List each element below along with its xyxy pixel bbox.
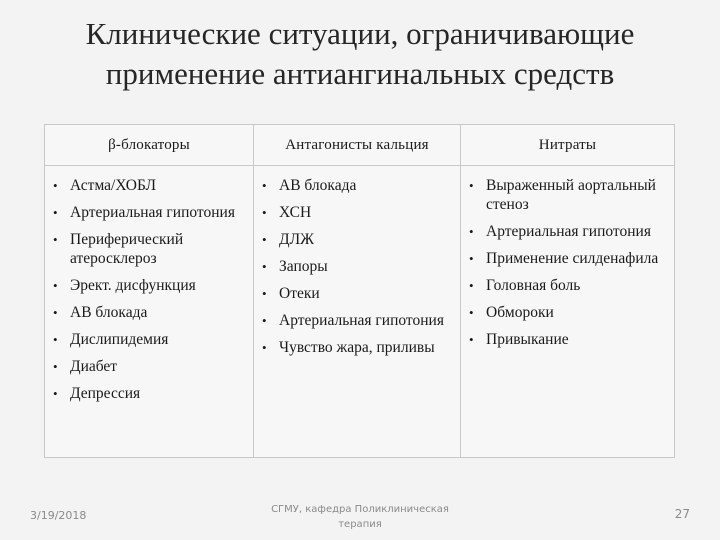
header-beta-blockers: β-блокаторы bbox=[45, 125, 254, 166]
bullet-icon: • bbox=[262, 313, 267, 328]
header-nitrates: Нитраты bbox=[461, 125, 675, 166]
bullet-icon: • bbox=[262, 205, 267, 220]
bullet-icon: • bbox=[469, 278, 474, 293]
list-item-text: Чувство жара, приливы bbox=[279, 339, 435, 356]
bullet-icon: • bbox=[469, 305, 474, 320]
slide-title bbox=[30, 14, 690, 94]
bullet-icon: • bbox=[262, 178, 267, 193]
list-item bbox=[262, 176, 454, 195]
list-item-text: Диабет bbox=[70, 358, 118, 375]
list-item bbox=[469, 176, 668, 214]
bullet-icon: • bbox=[262, 286, 267, 301]
table-body-row bbox=[45, 166, 675, 458]
list-item-text: Артериальная гипотония bbox=[486, 223, 651, 240]
list-item-text: Эрект. дисфункция bbox=[70, 277, 196, 294]
list-item bbox=[469, 249, 668, 268]
cell-beta-blockers bbox=[45, 166, 254, 458]
list-item-text: Периферический атеросклероз bbox=[70, 231, 184, 267]
list-item bbox=[469, 276, 668, 295]
list-item bbox=[53, 230, 247, 268]
list-item-text: Отеки bbox=[279, 285, 320, 302]
list-beta-blockers bbox=[45, 176, 253, 403]
list-item bbox=[262, 203, 454, 222]
list-item bbox=[262, 230, 454, 249]
bullet-icon: • bbox=[262, 340, 267, 355]
bullet-icon: • bbox=[469, 178, 474, 193]
list-item-text: ХСН bbox=[279, 204, 312, 221]
bullet-icon: • bbox=[262, 259, 267, 274]
bullet-icon: • bbox=[53, 205, 58, 220]
list-item bbox=[53, 276, 247, 295]
list-item bbox=[469, 222, 668, 241]
cell-calcium-antagonists bbox=[254, 166, 461, 458]
bullet-icon: • bbox=[53, 332, 58, 347]
bullet-icon: • bbox=[53, 278, 58, 293]
footer-date: 3/19/2018 bbox=[30, 509, 87, 522]
header-calcium-antagonists: Антагонисты кальция bbox=[254, 125, 461, 166]
list-item bbox=[262, 311, 454, 330]
comparison-table bbox=[44, 124, 675, 458]
list-item-text: Депрессия bbox=[70, 385, 141, 402]
footer-organization: СГМУ, кафедра Поликлиническая терапия bbox=[271, 504, 449, 530]
bullet-icon: • bbox=[53, 305, 58, 320]
list-item-text: Дислипидемия bbox=[70, 331, 169, 348]
bullet-icon: • bbox=[53, 232, 58, 247]
bullet-icon: • bbox=[469, 224, 474, 239]
list-item-text: Применение силденафила bbox=[486, 250, 659, 267]
bullet-icon: • bbox=[469, 251, 474, 266]
list-item-text: ДЛЖ bbox=[279, 231, 314, 248]
list-item bbox=[262, 257, 454, 276]
list-item-text: Головная боль bbox=[486, 277, 581, 294]
list-item-text: Артериальная гипотония bbox=[279, 312, 444, 329]
slide-title-line-1: Клинические ситуации, ограничивающие bbox=[85, 16, 635, 51]
list-item-text: Обмороки bbox=[486, 304, 554, 321]
list-item bbox=[53, 203, 247, 222]
list-item bbox=[262, 284, 454, 303]
list-item bbox=[53, 330, 247, 349]
list-item-text: АВ блокада bbox=[279, 177, 357, 194]
bullet-icon: • bbox=[262, 232, 267, 247]
list-calcium-antagonists bbox=[254, 176, 460, 357]
list-item-text: Привыкание bbox=[486, 331, 569, 348]
bullet-icon: • bbox=[469, 332, 474, 347]
list-item bbox=[53, 357, 247, 376]
list-item bbox=[53, 303, 247, 322]
list-item-text: АВ блокада bbox=[70, 304, 148, 321]
footer-page-number: 27 bbox=[674, 507, 690, 521]
bullet-icon: • bbox=[53, 359, 58, 374]
list-item-text: Выраженный аортальный стеноз bbox=[486, 177, 656, 213]
list-item bbox=[469, 330, 668, 349]
list-item bbox=[53, 176, 247, 195]
bullet-icon: • bbox=[53, 178, 58, 193]
list-item-text: Астма/ХОБЛ bbox=[70, 177, 156, 194]
cell-nitrates bbox=[461, 166, 675, 458]
list-item-text: Артериальная гипотония bbox=[70, 204, 235, 221]
list-nitrates bbox=[461, 176, 674, 349]
bullet-icon: • bbox=[53, 386, 58, 401]
list-item bbox=[262, 338, 454, 357]
list-item bbox=[53, 384, 247, 403]
list-item bbox=[469, 303, 668, 322]
slide-title-line-2: применение антиангинальных средств bbox=[105, 56, 615, 91]
table-header-row bbox=[45, 125, 675, 166]
list-item-text: Запоры bbox=[279, 258, 328, 275]
